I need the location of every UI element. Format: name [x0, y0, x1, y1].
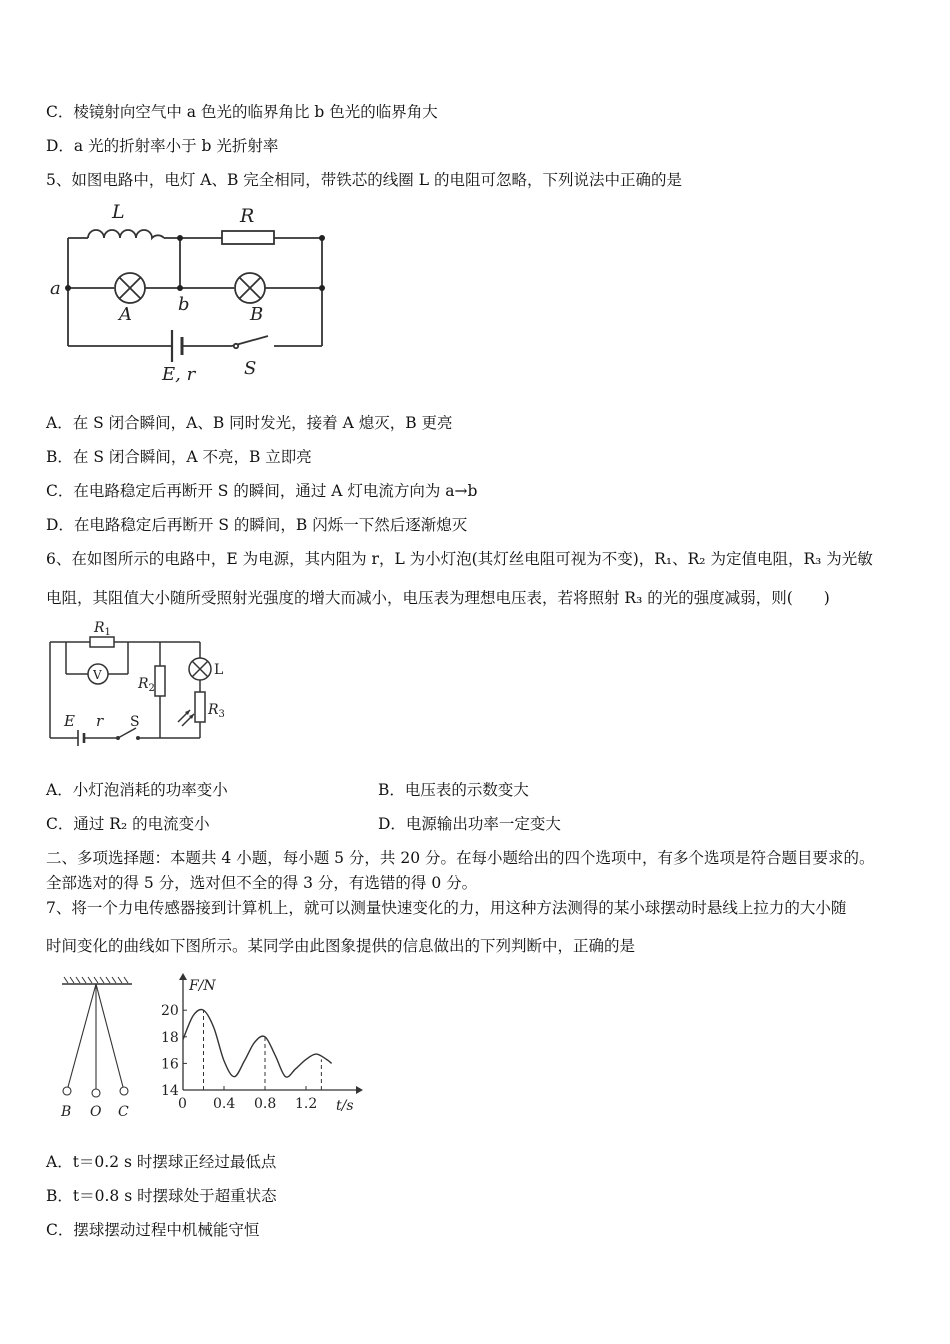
fig5-label-l: L: [112, 201, 125, 223]
pendulum-label-b: B: [61, 1104, 72, 1120]
x-tick-label: 0.8: [254, 1096, 277, 1112]
section2-heading-line2: 全部选对的得 5 分，选对但不全的得 3 分，有选错的得 0 分。: [46, 874, 478, 892]
q6-option-a: A．小灯泡消耗的功率变小: [46, 781, 228, 799]
q5-option-d: D．在电路稳定后再断开 S 的瞬间，B 闪烁一下然后逐渐熄灭: [46, 516, 468, 534]
q4-option-d: D．a 光的折射率小于 b 光折射率: [46, 137, 279, 155]
fig6-label-r2: $R_2$: [138, 676, 155, 694]
fig5-label-lamp-b: B: [250, 304, 264, 325]
fig6-label-e: E: [64, 712, 75, 730]
x-tick-label: 1.2: [295, 1096, 318, 1112]
y-tick-label: 18: [161, 1029, 179, 1046]
fig5-label-a-node: a: [50, 278, 61, 299]
q5-option-c: C．在电路稳定后再断开 S 的瞬间，通过 A 灯电流方向为 a→b: [46, 482, 478, 500]
q5-option-b: B．在 S 闭合瞬间，A 不亮，B 立即亮: [46, 448, 312, 466]
fig6-label-r: r: [96, 712, 104, 730]
q7-force-time-chart: [156, 972, 366, 1120]
q6-option-b: B．电压表的示数变大: [378, 781, 529, 799]
y-tick-label: 20: [161, 1003, 179, 1020]
pendulum-label-c: C: [118, 1104, 129, 1120]
q7-stem-line1: 7、将一个力电传感器接到计算机上，就可以测量快速变化的力，用这种方法测得的某小球摆动时悬线上拉力的大小随: [46, 899, 847, 917]
q5-circuit-figure: [44, 198, 344, 383]
chart-ylabel: F/N: [189, 978, 216, 994]
fig5-label-lamp-a: A: [119, 304, 132, 325]
y-tick-label: 16: [161, 1056, 179, 1073]
q7-pendulum-figure: [56, 972, 146, 1122]
q5-stem: 5、如图电路中，电灯 A、B 完全相同，带铁芯的线圈 L 的电阻可忽略，下列说法中正确的是: [46, 171, 682, 189]
q7-stem-line2: 时间变化的曲线如下图所示。某同学由此图象提供的信息做出的下列判断中，正确的是: [46, 937, 636, 955]
fig5-label-er: E, r: [162, 364, 196, 383]
q6-option-d: D．电源输出功率一定变大: [378, 815, 561, 833]
fig6-label-lamp-l: L: [214, 662, 224, 678]
fig5-label-r: R: [240, 205, 255, 227]
force-curve: [183, 1010, 332, 1078]
q6-option-c: C．通过 R₂ 的电流变小: [46, 815, 210, 833]
fig6-label-r1: $R_1$: [94, 620, 111, 638]
fig6-label-s: S: [130, 714, 140, 730]
fig5-label-b-node: b: [178, 294, 190, 315]
q4-option-c: C．棱镜射向空气中 a 色光的临界角比 b 色光的临界角大: [46, 103, 438, 121]
section2-heading-line1: 二、多项选择题：本题共 4 小题，每小题 5 分，共 20 分。在每小题给出的四个选项中，有多个选项是符合题目要求的。: [46, 849, 875, 867]
x-tick-label: 0.4: [213, 1096, 236, 1112]
fig6-label-r3: $R_3$: [208, 702, 225, 720]
chart-xlabel: t/s: [336, 1098, 354, 1114]
fig5-label-s: S: [244, 358, 257, 379]
fig6-label-voltmeter: V: [93, 668, 102, 682]
q7-option-b: B．t＝0.8 s 时摆球处于超重状态: [46, 1187, 277, 1205]
y-tick-label: 14: [161, 1083, 179, 1099]
q6-stem-line1: 6、在如图所示的电路中，E 为电源，其内阻为 r，L 为小灯泡(其灯丝电阻可视为不变)，R₁、R₂ 为定值电阻，R₃ 为光敏: [46, 550, 873, 568]
pendulum-label-o: O: [90, 1104, 102, 1120]
q7-option-c: C．摆球摆动过程中机械能守恒: [46, 1221, 260, 1239]
q5-option-a: A．在 S 闭合瞬间，A、B 同时发光，接着 A 熄灭，B 更亮: [46, 414, 453, 432]
q7-option-a: A．t＝0.2 s 时摆球正经过最低点: [46, 1153, 277, 1171]
x-tick-label: 0: [178, 1096, 187, 1112]
q6-circuit-figure: [44, 614, 244, 750]
q6-stem-line2: 电阻，其阻值大小随所受照射光强度的增大而减小，电压表为理想电压表，若将照射 R₃ 的光的强度减弱，则( ): [46, 589, 830, 607]
